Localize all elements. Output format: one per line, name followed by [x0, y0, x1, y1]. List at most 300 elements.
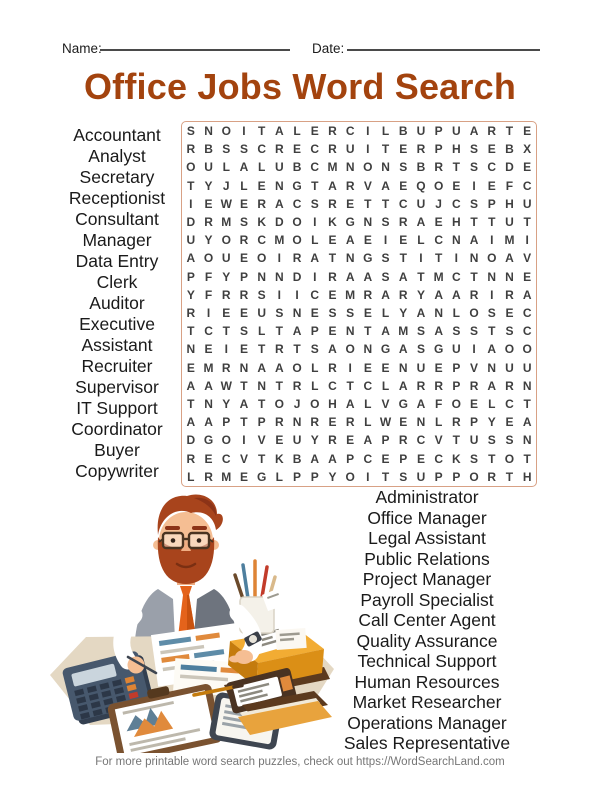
grid-letter: T [505, 469, 514, 484]
grid-letter: C [434, 233, 443, 248]
grid-letter: Y [204, 233, 213, 248]
grid-letter: G [203, 433, 214, 448]
grid-letter: C [204, 324, 213, 339]
grid-letter: T [523, 215, 531, 230]
grid-letter: R [487, 469, 497, 484]
grid-letter: T [470, 215, 478, 230]
grid-letter: O [186, 160, 196, 175]
word-list-item: Auditor [89, 293, 145, 313]
grid-letter: E [399, 415, 408, 430]
grid-letter: W [220, 196, 232, 211]
grid-letter: P [222, 415, 231, 430]
grid-letter: S [239, 215, 248, 230]
grid-letter: R [452, 415, 461, 430]
grid-letter: Y [399, 306, 408, 321]
grid-letter: E [204, 196, 213, 211]
grid-letter: B [292, 160, 302, 175]
grid-letter: E [328, 415, 337, 430]
grid-letter: A [398, 342, 408, 357]
grid-letter: E [363, 360, 372, 375]
grid-letter: R [328, 360, 337, 375]
grid-letter: R [275, 342, 284, 357]
grid-letter: A [275, 124, 284, 139]
grid-letter: N [363, 215, 373, 230]
grid-letter: R [345, 178, 355, 193]
grid-letter: C [452, 196, 461, 211]
office-worker-illustration [46, 489, 338, 753]
grid-letter: I [313, 215, 317, 230]
grid-letter: V [381, 397, 390, 412]
word-list-item: Accountant [73, 125, 161, 145]
grid-letter: U [345, 142, 355, 157]
grid-letter: O [221, 233, 231, 248]
grid-letter: R [434, 160, 443, 175]
grid-letter: P [452, 378, 461, 393]
word-list-item: Recruiter [81, 356, 153, 376]
grid-letter: H [452, 215, 461, 230]
grid-letter: I [295, 287, 299, 302]
word-list-item: Legal Assistant [368, 528, 486, 548]
grid-letter: I [242, 124, 246, 139]
grid-letter: A [381, 324, 390, 339]
grid-letter: E [328, 233, 337, 248]
date-write-line [347, 36, 540, 51]
grid-letter: A [522, 415, 532, 430]
grid-letter: T [364, 324, 372, 339]
grid-letter: L [364, 397, 372, 412]
grid-letter: L [381, 306, 390, 321]
grid-letter: A [292, 324, 302, 339]
grid-letter: A [505, 251, 514, 266]
grid-letter: S [470, 196, 479, 211]
grid-letter: P [434, 124, 443, 139]
grid-letter: O [203, 251, 214, 266]
grid-letter: C [505, 397, 514, 412]
grid-letter: I [242, 433, 246, 448]
grid-letter: W [220, 378, 232, 393]
grid-letter: T [452, 433, 461, 448]
grid-letter: F [434, 397, 443, 412]
grid-letter: S [505, 433, 514, 448]
grid-letter: L [311, 360, 319, 375]
grid-letter: D [186, 433, 196, 448]
grid-letter: O [292, 360, 302, 375]
grid-letter: Y [204, 178, 213, 193]
grid-letter: I [189, 196, 193, 211]
grid-letter: N [363, 342, 373, 357]
grid-letter: E [346, 196, 355, 211]
grid-letter: R [328, 196, 337, 211]
grid-letter: L [434, 415, 443, 430]
grid-letter: P [310, 324, 319, 339]
grid-letter: E [310, 124, 319, 139]
grid-letter: I [454, 251, 459, 266]
grid-letter: R [487, 124, 497, 139]
grid-letter: L [452, 306, 461, 321]
grid-letter: R [363, 287, 373, 302]
grid-letter: B [416, 160, 426, 175]
grid-letter: B [292, 451, 302, 466]
grid-letter: I [277, 251, 282, 266]
grid-letter: H [328, 397, 337, 412]
grid-letter: R [505, 378, 514, 393]
word-list-left [37, 125, 197, 482]
grid-letter: S [186, 124, 195, 139]
grid-letter: M [327, 160, 338, 175]
grid-letter: E [434, 215, 443, 230]
grid-letter: T [187, 324, 195, 339]
grid-letter: C [522, 178, 532, 193]
grid-letter: I [525, 233, 529, 248]
grid-letter: A [186, 251, 196, 266]
grid-letter: E [399, 178, 408, 193]
word-list-item: Executive [79, 314, 155, 334]
grid-letter: T [222, 324, 230, 339]
grid-letter: R [186, 451, 196, 466]
grid-letter: E [186, 360, 195, 375]
grid-letter: O [363, 160, 373, 175]
grid-letter: U [522, 360, 532, 375]
grid-letter: I [348, 360, 352, 375]
grid-letter: N [275, 178, 284, 193]
grid-letter: M [221, 215, 232, 230]
grid-letter: S [381, 251, 390, 266]
grid-letter: L [187, 469, 195, 484]
grid-letter: S [416, 342, 425, 357]
grid-letter: O [274, 397, 285, 412]
grid-letter: G [256, 469, 267, 484]
grid-letter: N [257, 269, 266, 284]
grid-letter: U [416, 124, 426, 139]
word-list-item: Coordinator [71, 419, 163, 439]
grid-letter: R [186, 306, 196, 321]
grid-letter: P [381, 433, 390, 448]
grid-letter: A [434, 324, 443, 339]
grid-letter: J [222, 178, 230, 193]
grid-letter: P [186, 269, 195, 284]
date-label: Date: [312, 41, 345, 56]
grid-letter: P [452, 469, 461, 484]
grid-letter: O [221, 433, 231, 448]
grid-letter: E [239, 342, 248, 357]
grid-letter: C [257, 142, 266, 157]
grid-letter: N [469, 251, 479, 266]
grid-letter: V [239, 451, 248, 466]
grid-letter: A [469, 233, 479, 248]
word-list-item: Copywriter [75, 461, 159, 481]
grid-letter: E [239, 469, 248, 484]
grid-letter: I [313, 269, 317, 284]
grid-letter: S [487, 306, 496, 321]
grid-letter: R [328, 269, 337, 284]
grid-letter: E [328, 324, 337, 339]
grid-letter: L [257, 160, 266, 175]
grid-letter: A [345, 269, 355, 284]
word-list-item: Quality Assurance [356, 630, 498, 651]
grid-letter: P [310, 469, 319, 484]
grid-letter: A [487, 378, 497, 393]
word-list-item: Assistant [81, 335, 153, 355]
grid-letter: E [399, 233, 408, 248]
grid-letter: X [523, 142, 532, 157]
grid-letter: H [452, 142, 461, 157]
grid-letter: J [435, 196, 442, 211]
grid-letter: B [505, 142, 514, 157]
grid-letter: P [257, 415, 266, 430]
grid-letter: L [240, 178, 248, 193]
grid-letter: N [186, 342, 196, 357]
grid-letter: N [204, 124, 213, 139]
grid-letter: I [383, 233, 388, 248]
grid-letter: S [487, 433, 496, 448]
grid-letter: M [274, 233, 285, 248]
grid-letter: T [364, 196, 372, 211]
grid-letter: S [452, 324, 461, 339]
grid-letter: R [398, 433, 408, 448]
word-list-item: Technical Support [357, 651, 497, 671]
grid-letter: Y [416, 287, 425, 302]
grid-letter: M [221, 469, 232, 484]
grid-letter: L [293, 124, 301, 139]
grid-letter: O [469, 306, 479, 321]
grid-letter: O [487, 251, 497, 266]
grid-letter: S [239, 142, 248, 157]
grid-letter: U [292, 433, 302, 448]
grid-letter: R [505, 287, 514, 302]
grid-letter: L [381, 124, 390, 139]
grid-letter: R [239, 233, 249, 248]
grid-letter: I [490, 233, 494, 248]
grid-letter: O [256, 251, 267, 266]
grid-letter: N [452, 233, 461, 248]
grid-letter: C [487, 160, 497, 175]
grid-letter: P [399, 451, 408, 466]
grid-letter: R [416, 378, 426, 393]
grid-letter: I [277, 287, 282, 302]
grid-letter: M [345, 287, 356, 302]
grid-letter: T [275, 378, 284, 393]
grid-letter: A [381, 287, 390, 302]
grid-letter: C [328, 378, 337, 393]
grid-letter: S [328, 306, 337, 321]
grid-letter: E [222, 306, 231, 321]
grid-letter: I [206, 306, 211, 321]
word-list-item: Secretary [79, 167, 155, 187]
grid-letter: R [257, 196, 266, 211]
grid-letter: A [310, 451, 320, 466]
grid-letter: N [292, 306, 302, 321]
grid-letter: O [310, 397, 320, 412]
grid-letter: A [398, 269, 408, 284]
grid-letter: R [328, 142, 337, 157]
grid-letter: E [346, 433, 355, 448]
grid-letter: P [239, 269, 248, 284]
grid-letter: A [186, 415, 196, 430]
grid-letter: G [380, 342, 391, 357]
grid-letter: E [470, 397, 479, 412]
grid-letter: C [522, 324, 532, 339]
grid-letter: G [433, 342, 444, 357]
grid-letter: S [381, 215, 390, 230]
grid-letter: Y [222, 397, 231, 412]
grid-letter: T [523, 397, 531, 412]
grid-letter: P [487, 196, 496, 211]
grid-letter: R [292, 378, 302, 393]
grid-letter: R [186, 142, 196, 157]
grid-letter: S [470, 324, 479, 339]
grid-letter: U [469, 433, 479, 448]
grid-letter: S [239, 324, 248, 339]
grid-letter: Q [416, 178, 426, 193]
grid-letter: T [328, 251, 337, 266]
word-list-item: Sales Representative [343, 733, 511, 753]
grid-letter: N [292, 415, 302, 430]
grid-letter: C [310, 160, 320, 175]
grid-letter: E [363, 233, 372, 248]
grid-letter: T [417, 269, 425, 284]
grid-letter: N [487, 269, 497, 284]
grid-letter: R [398, 215, 408, 230]
grid-letter: C [310, 287, 320, 302]
grid-letter: G [292, 178, 302, 193]
grid-letter: O [504, 342, 515, 357]
grid-letter: I [490, 287, 494, 302]
grid-letter: W [379, 415, 392, 430]
grid-letter: A [257, 360, 266, 375]
grid-letter: S [470, 142, 479, 157]
grid-letter: C [345, 124, 355, 139]
grid-letter: A [434, 287, 443, 302]
grid-letter: L [275, 469, 284, 484]
grid-letter: E [434, 360, 443, 375]
word-list-right [329, 487, 525, 754]
grid-letter: E [257, 178, 266, 193]
grid-letter: A [345, 397, 355, 412]
grid-letter: A [328, 178, 337, 193]
grid-letter: N [522, 378, 532, 393]
word-list-item: Market Researcher [352, 692, 502, 712]
word-list-item: Supervisor [75, 377, 159, 397]
grid-letter: M [504, 233, 515, 248]
grid-letter: N [239, 360, 249, 375]
grid-letter: C [522, 306, 532, 321]
grid-letter: C [310, 142, 320, 157]
grid-letter: A [416, 306, 426, 321]
grid-letter: H [505, 196, 514, 211]
grid-letter: L [222, 160, 230, 175]
grid-letter: D [275, 215, 284, 230]
grid-letter: S [399, 469, 408, 484]
grid-letter: C [257, 233, 266, 248]
word-list-item: Human Resources [354, 671, 500, 692]
grid-letter: A [522, 287, 532, 302]
grid-letter: S [505, 324, 514, 339]
grid-letter: J [293, 397, 301, 412]
grid-letter: A [239, 160, 249, 175]
grid-letter: G [363, 251, 373, 266]
grid-letter: E [328, 287, 337, 302]
grid-letter: E [363, 306, 372, 321]
grid-letter: R [345, 415, 355, 430]
grid-letter: T [240, 415, 248, 430]
grid-letter: R [328, 433, 337, 448]
word-list-item: Clerk [96, 272, 138, 292]
grid-letter: I [366, 469, 370, 484]
grid-letter: E [293, 142, 302, 157]
grid-letter: L [257, 324, 266, 339]
grid-letter: Y [487, 415, 496, 430]
grid-letter: E [505, 415, 514, 430]
grid-letter: L [311, 233, 319, 248]
grid-letter: T [505, 124, 514, 139]
grid-letter: U [416, 360, 426, 375]
grid-letter: U [257, 306, 266, 321]
grid-letter: L [311, 378, 319, 393]
grid-letter: T [275, 324, 284, 339]
grid-letter: A [328, 342, 337, 357]
grid-letter: T [187, 397, 195, 412]
name-write-line [100, 36, 290, 51]
grid-letter: S [275, 306, 284, 321]
grid-letter: E [239, 196, 248, 211]
grid-letter: N [434, 306, 443, 321]
grid-letter: K [275, 451, 284, 466]
word-list-item: Operations Manager [347, 712, 507, 733]
grid-letter: O [522, 342, 532, 357]
grid-letter: R [416, 142, 426, 157]
grid-letter: U [522, 196, 532, 211]
grid-letter: D [186, 215, 196, 230]
grid-letter: T [488, 215, 496, 230]
grid-letter: N [416, 415, 426, 430]
grid-letter: E [381, 360, 390, 375]
word-list-item: Office Manager [367, 507, 487, 528]
grid-letter: U [505, 360, 514, 375]
grid-letter: A [416, 215, 426, 230]
grid-letter: V [470, 360, 479, 375]
grid-letter: O [469, 469, 479, 484]
page-title: Office Jobs Word Search [83, 66, 517, 107]
grid-letter: C [363, 378, 373, 393]
grid-letter: E [310, 306, 319, 321]
grid-letter: C [434, 451, 443, 466]
grid-letter: K [257, 215, 266, 230]
grid-letter: A [186, 378, 196, 393]
grid-letter: I [472, 178, 476, 193]
word-list-item: Data Entry [75, 251, 159, 271]
grid-letter: B [204, 142, 213, 157]
grid-letter: U [416, 469, 426, 484]
grid-letter: G [345, 215, 355, 230]
word-list-item: Administrator [375, 487, 479, 507]
grid-letter: R [328, 124, 337, 139]
grid-letter: T [470, 269, 478, 284]
grid-letter: S [310, 342, 319, 357]
grid-letter: T [257, 451, 266, 466]
grid-letter: B [398, 124, 408, 139]
grid-letter: Y [222, 269, 231, 284]
grid-letter: L [488, 397, 496, 412]
grid-letter: E [416, 451, 425, 466]
grid-letter: F [204, 287, 213, 302]
grid-letter: K [328, 215, 337, 230]
grid-letter: T [399, 251, 407, 266]
grid-letter: A [345, 233, 355, 248]
grid-letter: E [452, 178, 461, 193]
grid-letter: A [398, 378, 408, 393]
grid-letter: T [452, 160, 461, 175]
grid-letter: P [293, 469, 302, 484]
